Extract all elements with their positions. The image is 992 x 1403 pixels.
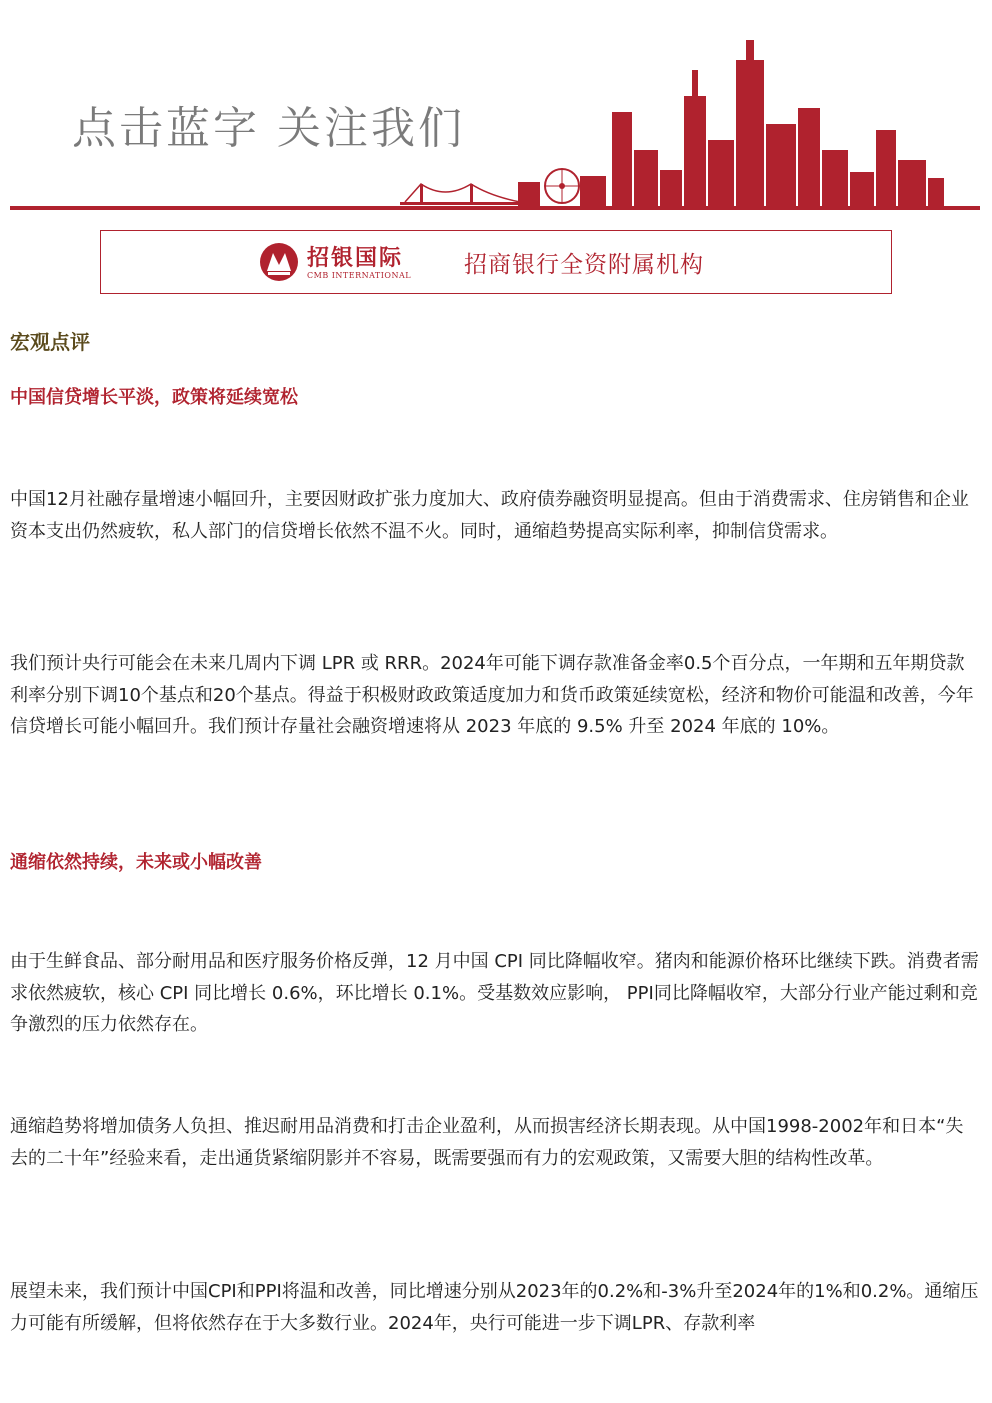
follow-us-link[interactable]: 点击蓝字 关注我们 [72, 103, 465, 154]
section-title: 宏观点评 [10, 330, 90, 354]
paragraph-credit-1: 中国12月社融存量增速小幅回升，主要因财政扩张力度加大、政府债券融资明显提高。但由于消费需求、住房销售和企业资本支出仍然疲软，私人部门的信贷增长依然不温不火。同时，通缩趋势提高实际利率，抑制信贷需求。 [10, 489, 969, 542]
city-skyline-illustration [0, 0, 992, 215]
cmb-logo-icon [259, 241, 299, 283]
institution-logo-banner [100, 230, 892, 294]
subhead-deflation: 通缩依然持续，未来或小幅改善 [10, 852, 262, 873]
paragraph-deflation-1: 由于生鲜食品、部分耐用品和医疗服务价格反弹，12 月中国 CPI 同比降幅收窄。猪肉和能源价格环比继续下跌。消费者需求依然疲软，核心 CPI 同比增长 0.6%，环比增长 0.1%。受基数效应影响， PPI同比降幅收窄，大部分行业产能过剩和竞争激烈的压力依然存在。 [10, 951, 979, 1035]
paragraph-credit-2: 我们预计央行可能会在未来几周内下调 LPR 或 RRR。2024年可能下调存款准备金率0.5个百分点，一年期和五年期贷款利率分别下调10个基点和20个基点。得益于积极财政政策适度加力和货币政策延续宽松，经济和物价可能温和改善，今年信贷增长可能小幅回升。我们预计存量社会融资增速将从 2023 年底的 9.5% 升至 2024 年底的 10%。 [10, 653, 974, 737]
logo-chinese-name: 招银国际 [307, 245, 404, 271]
subhead-credit: 中国信贷增长平淡，政策将延续宽松 [10, 387, 298, 408]
logo-english-name: CMB INTERNATIONAL [307, 271, 412, 280]
header-banner [0, 0, 992, 215]
paragraph-deflation-2: 通缩趋势将增加债务人负担、推迟耐用品消费和打击企业盈利，从而损害经济长期表现。从中国1998-2002年和日本“失去的二十年”经验来看，走出通货紧缩阴影并不容易，既需要强而有力的宏观政策，又需要大胆的结构性改革。 [10, 1116, 964, 1169]
logo-tagline: 招商银行全资附属机构 [464, 252, 704, 278]
paragraph-outlook: 展望未来，我们预计中国CPI和PPI将温和改善，同比增速分别从2023年的0.2%和-3%升至2024年的1%和0.2%。通缩压力可能有所缓解，但将依然存在于大多数行业。2024年，央行可能进一步下调LPR、存款利率 [10, 1281, 979, 1334]
